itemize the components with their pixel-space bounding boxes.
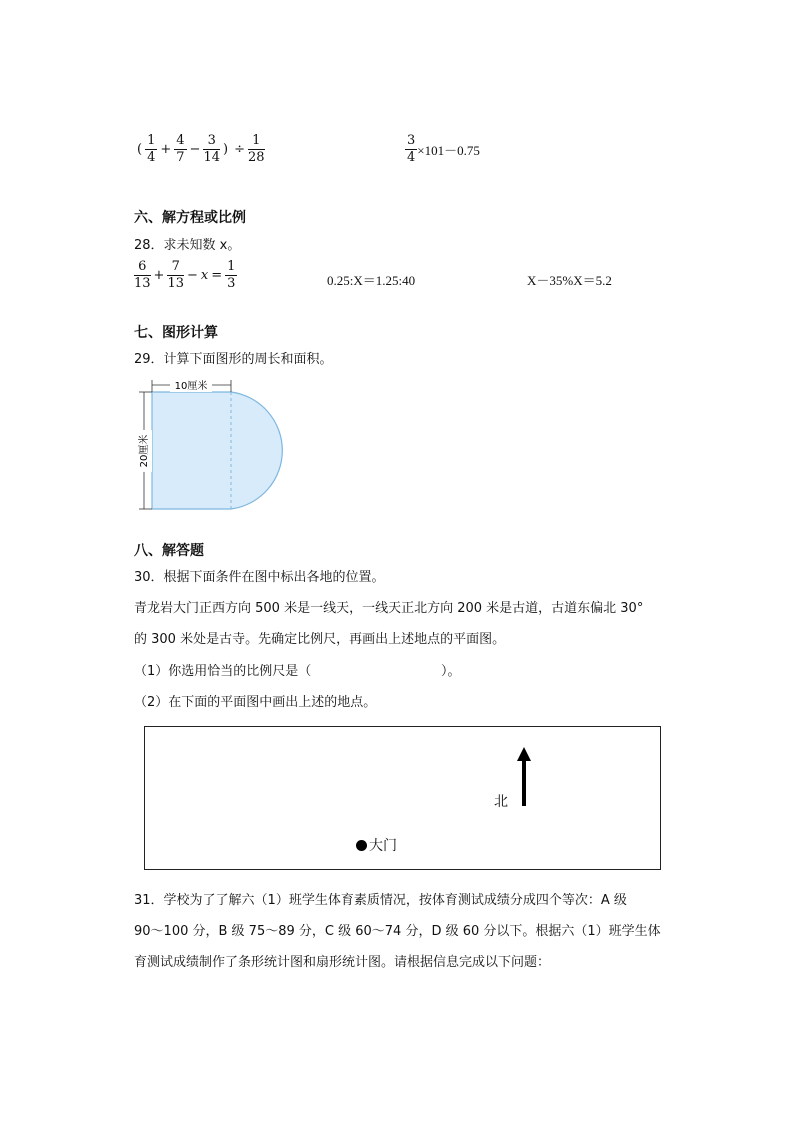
expression-1 [134,134,265,164]
width-label: 10厘米 [174,381,208,392]
expression-2 [405,134,480,164]
composite-shape-figure [130,374,300,516]
gate-marker [356,835,397,855]
question-31-line3: 育测试成绩制作了条形统计图和扇形统计图。请根据信息完成以下问题： [134,955,551,970]
plus-sign: + [153,267,165,283]
equals-sign: = [211,267,223,283]
fraction: $\frac{3}{4}$ [407,133,416,165]
section-7-heading: 七、图形计算 [134,325,218,341]
fraction: $\frac{1}{3}$ [227,259,236,291]
minus-sign: − [187,267,198,283]
question-30-body-line2: 的 300 米处是古寺。先确定比例尺，再画出上述地点的平面图。 [134,632,506,647]
question-30: 30．根据下面条件在图中标出各地的位置。 [134,570,385,585]
fraction: $\frac{6}{13}$ [134,259,151,291]
right-paren: ) [223,141,229,157]
answer-blank[interactable] [324,676,440,677]
fraction: $\frac{1}{4}$ [147,133,156,165]
variable-x: x [200,267,209,283]
section-6-heading: 六、解方程或比例 [134,210,246,226]
fraction: $\frac{1}{28}$ [247,133,265,165]
question-30-part1: （1）你选用恰当的比例尺是（ [134,664,312,679]
height-label: 20厘米 [139,434,150,468]
equation-1 [134,260,237,290]
north-arrow-icon [514,747,534,809]
question-30-part2: （2）在下面的平面图中画出上述的地点。 [134,695,377,710]
left-paren: ( [137,141,143,157]
shape-outline [152,392,282,509]
map-box[interactable] [144,726,661,870]
minus-sign: − [189,141,201,157]
gate-label: 大门 [369,838,397,854]
fraction: $\frac{7}{13}$ [167,259,184,291]
equation-3: X－35%X＝5.2 [527,273,612,288]
question-30-body-line1: 青龙岩大门正西方向 500 米是一线天，一线天正北方向 200 米是古道，古道东偏北 30° [134,601,644,616]
question-29: 29．计算下面图形的周长和面积。 [134,352,333,367]
fraction: $\frac{4}{7}$ [176,133,185,165]
gate-dot-icon [356,840,367,851]
plus-sign: + [160,141,172,157]
section-8-heading: 八、解答题 [134,543,204,559]
fraction: $\frac{3}{14}$ [203,133,220,165]
divide-sign: ÷ [234,141,245,157]
question-31-line1: 31．学校为了了解六（1）班学生体育素质情况，按体育测试成绩分成四个等次：A 级 [134,893,627,908]
north-label: 北 [494,794,508,810]
expression-rest: ×101－0.75 [417,142,480,158]
question-31-line2: 90～100 分，B 级 75～89 分，C 级 60～74 分，D 级 60 分以下。根据六（1）班学生体 [134,924,661,939]
equation-2: 0.25:X＝1.25:40 [327,273,416,288]
question-28: 28．求未知数 x。 [134,238,241,253]
question-30-part1-close: ）。 [441,664,461,679]
